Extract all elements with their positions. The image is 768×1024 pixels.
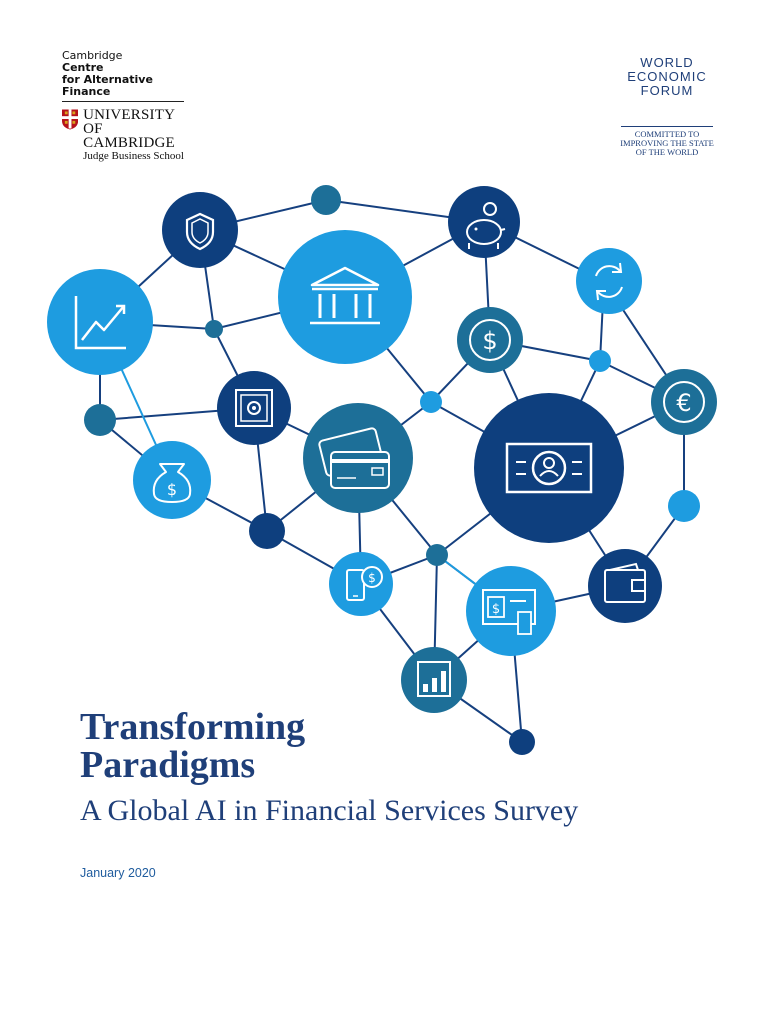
svg-text:$: $ xyxy=(166,480,178,499)
credit-cards-icon xyxy=(303,403,413,513)
wef-line-2: ECONOMIC xyxy=(627,69,707,84)
mobile-payment-icon xyxy=(329,552,393,616)
wef-tagline-1: COMMITTED TO xyxy=(634,129,700,139)
wef-line-1: WORLD xyxy=(640,55,694,70)
connector-dot xyxy=(589,350,611,372)
wef-tagline-3: OF THE WORLD xyxy=(635,147,699,157)
cambridge-label: CAMBRIDGE xyxy=(83,135,175,151)
title-line-2: Paradigms xyxy=(80,744,256,786)
subtitle: A Global AI in Financial Services Survey xyxy=(80,794,579,827)
connector-dot xyxy=(249,513,285,549)
connector-dot xyxy=(205,320,223,338)
wef-tagline-2: IMPROVING THE STATE xyxy=(620,138,714,148)
title-line-1: Transforming xyxy=(80,706,306,748)
wef-line-3: FORUM xyxy=(640,83,694,98)
svg-text:$: $ xyxy=(482,327,498,355)
svg-text:$: $ xyxy=(368,571,376,585)
refresh-icon xyxy=(576,248,642,314)
university-of-label: UNIVERSITY OF xyxy=(83,107,175,137)
ccaf-line-2: Centre xyxy=(62,61,104,74)
svg-text:$: $ xyxy=(491,602,501,617)
euro-coin-icon xyxy=(651,369,717,435)
shield-icon xyxy=(162,192,238,268)
piggy-bank-icon xyxy=(448,186,520,258)
growth-chart-icon xyxy=(47,269,153,375)
bank-building-icon xyxy=(278,230,412,364)
ccaf-line-4: Finance xyxy=(62,85,111,98)
connector-dot xyxy=(426,544,448,566)
safe-icon xyxy=(217,371,291,445)
ccaf-divider xyxy=(62,101,184,102)
svg-text:€: € xyxy=(676,389,692,417)
dollar-coin-icon xyxy=(457,307,523,373)
cambridge-logo xyxy=(62,108,192,163)
ccaf-logo xyxy=(62,50,192,163)
banknote-icon xyxy=(474,393,624,543)
money-bag-icon xyxy=(133,441,211,519)
wallet-icon xyxy=(588,549,662,623)
publication-date: January 2020 xyxy=(80,866,156,880)
title-block xyxy=(80,708,740,828)
atm-icon xyxy=(466,566,556,656)
ccaf-line-1: Cambridge xyxy=(62,49,123,62)
ccaf-line-3: for Alternative xyxy=(62,73,153,86)
judge-business-school-label: Judge Business School xyxy=(83,150,184,162)
connector-dot xyxy=(84,404,116,436)
connector-dot xyxy=(668,490,700,522)
wef-divider xyxy=(621,126,713,127)
bar-chart-icon xyxy=(401,647,467,713)
cambridge-crest-icon xyxy=(62,109,78,130)
connector-dot xyxy=(311,185,341,215)
wef-logo xyxy=(612,56,722,157)
connector-dot xyxy=(420,391,442,413)
financial-network-illustration xyxy=(0,170,768,770)
